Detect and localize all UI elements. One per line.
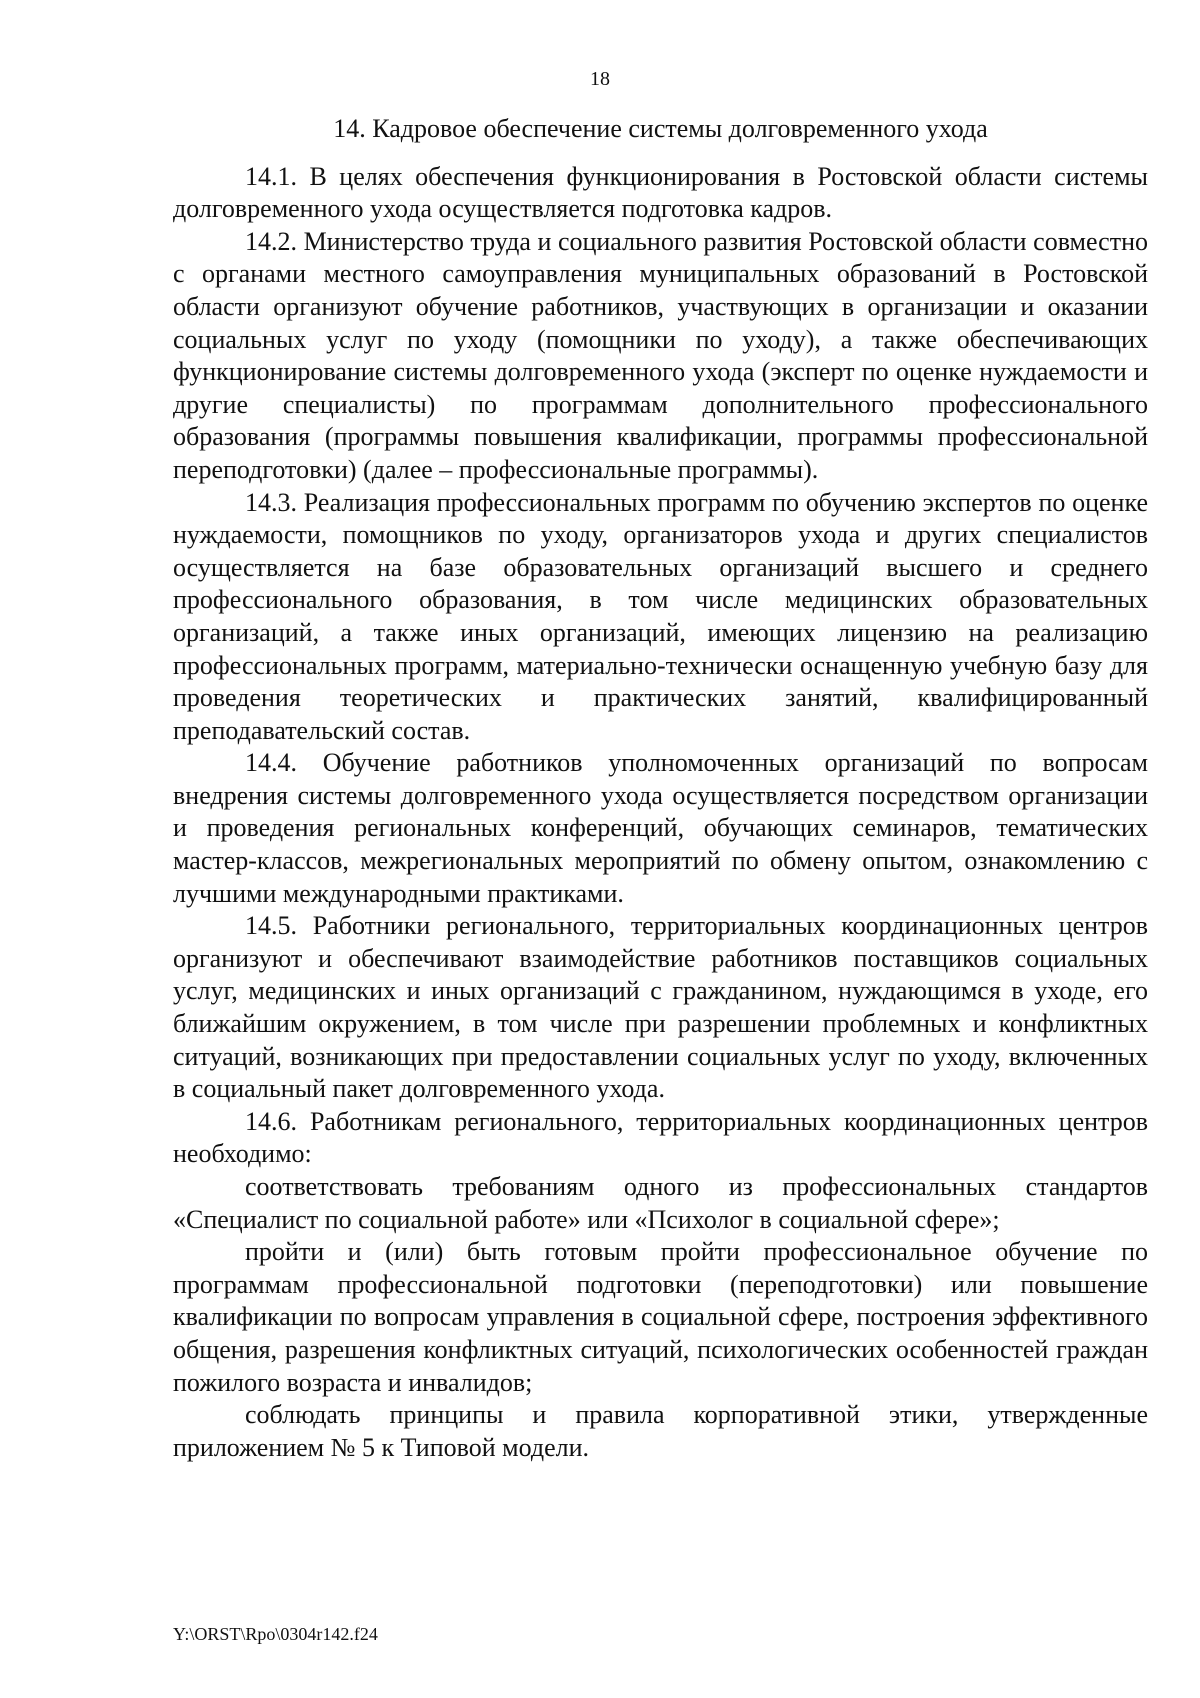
section-title: 14. Кадровое обеспечение системы долговременного ухода (333, 114, 988, 143)
requirement-item-standards: соответствовать требованиям одного из профессиональных стандартов «Специалист по социальной работе» или «Психолог в социальной сфере»; (173, 1172, 1148, 1234)
paragraph-14-2: 14.2. Министерство труда и социального развития Ростовской области совместно с органами местного самоуправления муниципальных образований в Ростовской области организуют обучение работников, участвующих в организации и оказании социальных услуг по уходу (помощники по уходу), а также обеспечивающих функционирование системы долговременного ухода (эксперт по оценке нуждаемости и другие специалисты) по программам дополнительного профессионального образования (программы повышения квалификации, программы профессиональной переподготовки) (далее – профессиональные программы). (173, 226, 1148, 484)
paragraph-14-1: 14.1. В целях обеспечения функционирования в Ростовской области системы долговременного ухода осуществляется подготовка кадров. (173, 161, 1148, 224)
paragraph-14-6: 14.6. Работникам регионального, территориальных координационных центров необходимо: (173, 1106, 1148, 1169)
requirement-item-training: пройти и (или) быть готовым пройти профессиональное обучение по программам профессиональной подготовки (переподготовки) или повышение квалификации по вопросам управления в социальной сфере, построения эффективного общения, разрешения конфликтных ситуаций, психологических особенностей граждан пожилого возраста и инвалидов; (173, 1237, 1148, 1397)
paragraph-14-3: 14.3. Реализация профессиональных программ по обучению экспертов по оценке нуждаемости, помощников по уходу, организаторов ухода и других специалистов осуществляется на базе образовательных организаций высшего и среднего профессионального образования, в том числе медицинских образовательных организаций, а также иных организаций, имеющих лицензию на реализацию профессиональных программ, материально-технически оснащенную учебную базу для проведения теоретических и практических занятий, квалифицированный преподавательский состав. (173, 487, 1148, 745)
paragraph-14-4: 14.4. Обучение работников уполномоченных организаций по вопросам внедрения системы долговременного ухода осуществляется посредством организации и проведения региональных конференций, обучающих семинаров, тематических мастер-классов, межрегиональных мероприятий по обмену опытом, ознакомлению с лучшими международными практиками. (173, 748, 1148, 908)
requirement-item-ethics: соблюдать принципы и правила корпоративной этики, утвержденные приложением № 5 к Типовой модели. (173, 1400, 1148, 1462)
paragraph-14-5: 14.5. Работники регионального, территориальных координационных центров организуют и обеспечивают взаимодействие работников поставщиков социальных услуг, медицинских и иных организаций с гражданином, нуждающимся в уходе, его ближайшим окружением, в том числе при разрешении проблемных и конфликтных ситуаций, возникающих при предоставлении социальных услуг по уходу, включенных в социальный пакет долговременного ухода. (173, 911, 1148, 1104)
footer-file-code: Y:\ORST\Rpo\0304r142.f24 (173, 1624, 378, 1644)
document-body (173, 113, 1148, 1464)
page-number: 18 (590, 68, 610, 90)
